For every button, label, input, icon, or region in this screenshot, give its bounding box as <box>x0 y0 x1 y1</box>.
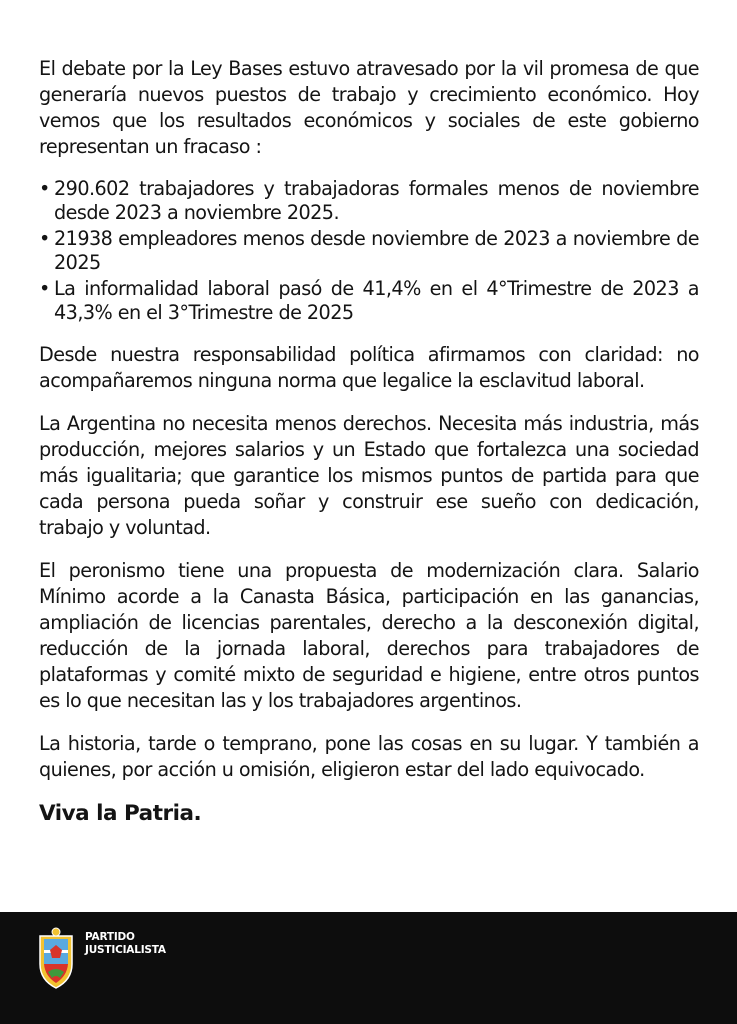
bullet-marker: • <box>39 277 50 300</box>
list-item <box>39 277 699 325</box>
list-item-text: 21938 empleadores menos desde noviembre de 2023 a noviembre de 2025 <box>54 227 699 274</box>
paragraph-position: Desde nuestra responsabilidad política afirmamos con claridad: no acompañaremos ninguna norma que legalice la esclavitud laboral. <box>39 343 699 392</box>
closing-slogan: Viva la Patria. <box>39 801 202 826</box>
brand-line-2: JUSTICIALISTA <box>85 944 166 956</box>
paragraph-proposal: El peronismo tiene una propuesta de modernización clara. Salario Mínimo acorde a la Canasta Básica, participación en las ganancias, ampliación de licencias parentales, derecho a la desconexión digital, reducción de la jornada laboral, derechos para trabajadores de plataformas y comité mixto de seguridad e higiene, entre otros puntos es lo que necesitan las y los trabajadores argentinos. <box>39 559 699 712</box>
paragraph-history: La historia, tarde o temprano, pone las cosas en su lugar. Y también a quienes, por acción u omisión, eligieron estar del lado equivocado. <box>39 732 699 781</box>
party-brand <box>85 931 166 957</box>
list-item-text: La informalidad laboral pasó de 41,4% en el 4°Trimestre de 2023 a 43,3% en el 3°Trimestre de 2025 <box>54 277 699 324</box>
list-item <box>39 227 699 275</box>
paragraph-rights: La Argentina no necesita menos derechos. Necesita más industria, más producción, mejores salarios y un Estado que fortalezca una sociedad más igualitaria; que garantice los mismos puntos de partida para que cada persona pueda soñar y construir ese sueño con dedicación, trabajo y voluntad. <box>39 412 699 539</box>
list-item-text: 290.602 trabajadores y trabajadoras formales menos de noviembre desde 2023 a noviembre 2025. <box>54 177 699 224</box>
brand-line-1: PARTIDO <box>85 931 135 943</box>
partido-justicialista-shield-icon <box>36 926 76 990</box>
statistics-list <box>39 177 699 325</box>
bullet-marker: • <box>39 227 50 250</box>
document-body <box>39 56 699 828</box>
list-item <box>39 177 699 225</box>
footer-bar <box>0 912 737 1024</box>
paragraph-intro: El debate por la Ley Bases estuvo atravesado por la vil promesa de que generaría nuevos puestos de trabajo y crecimiento económico. Hoy vemos que los resultados económicos y sociales de este gobierno representan un fracaso : <box>39 57 699 158</box>
bullet-marker: • <box>39 177 50 200</box>
